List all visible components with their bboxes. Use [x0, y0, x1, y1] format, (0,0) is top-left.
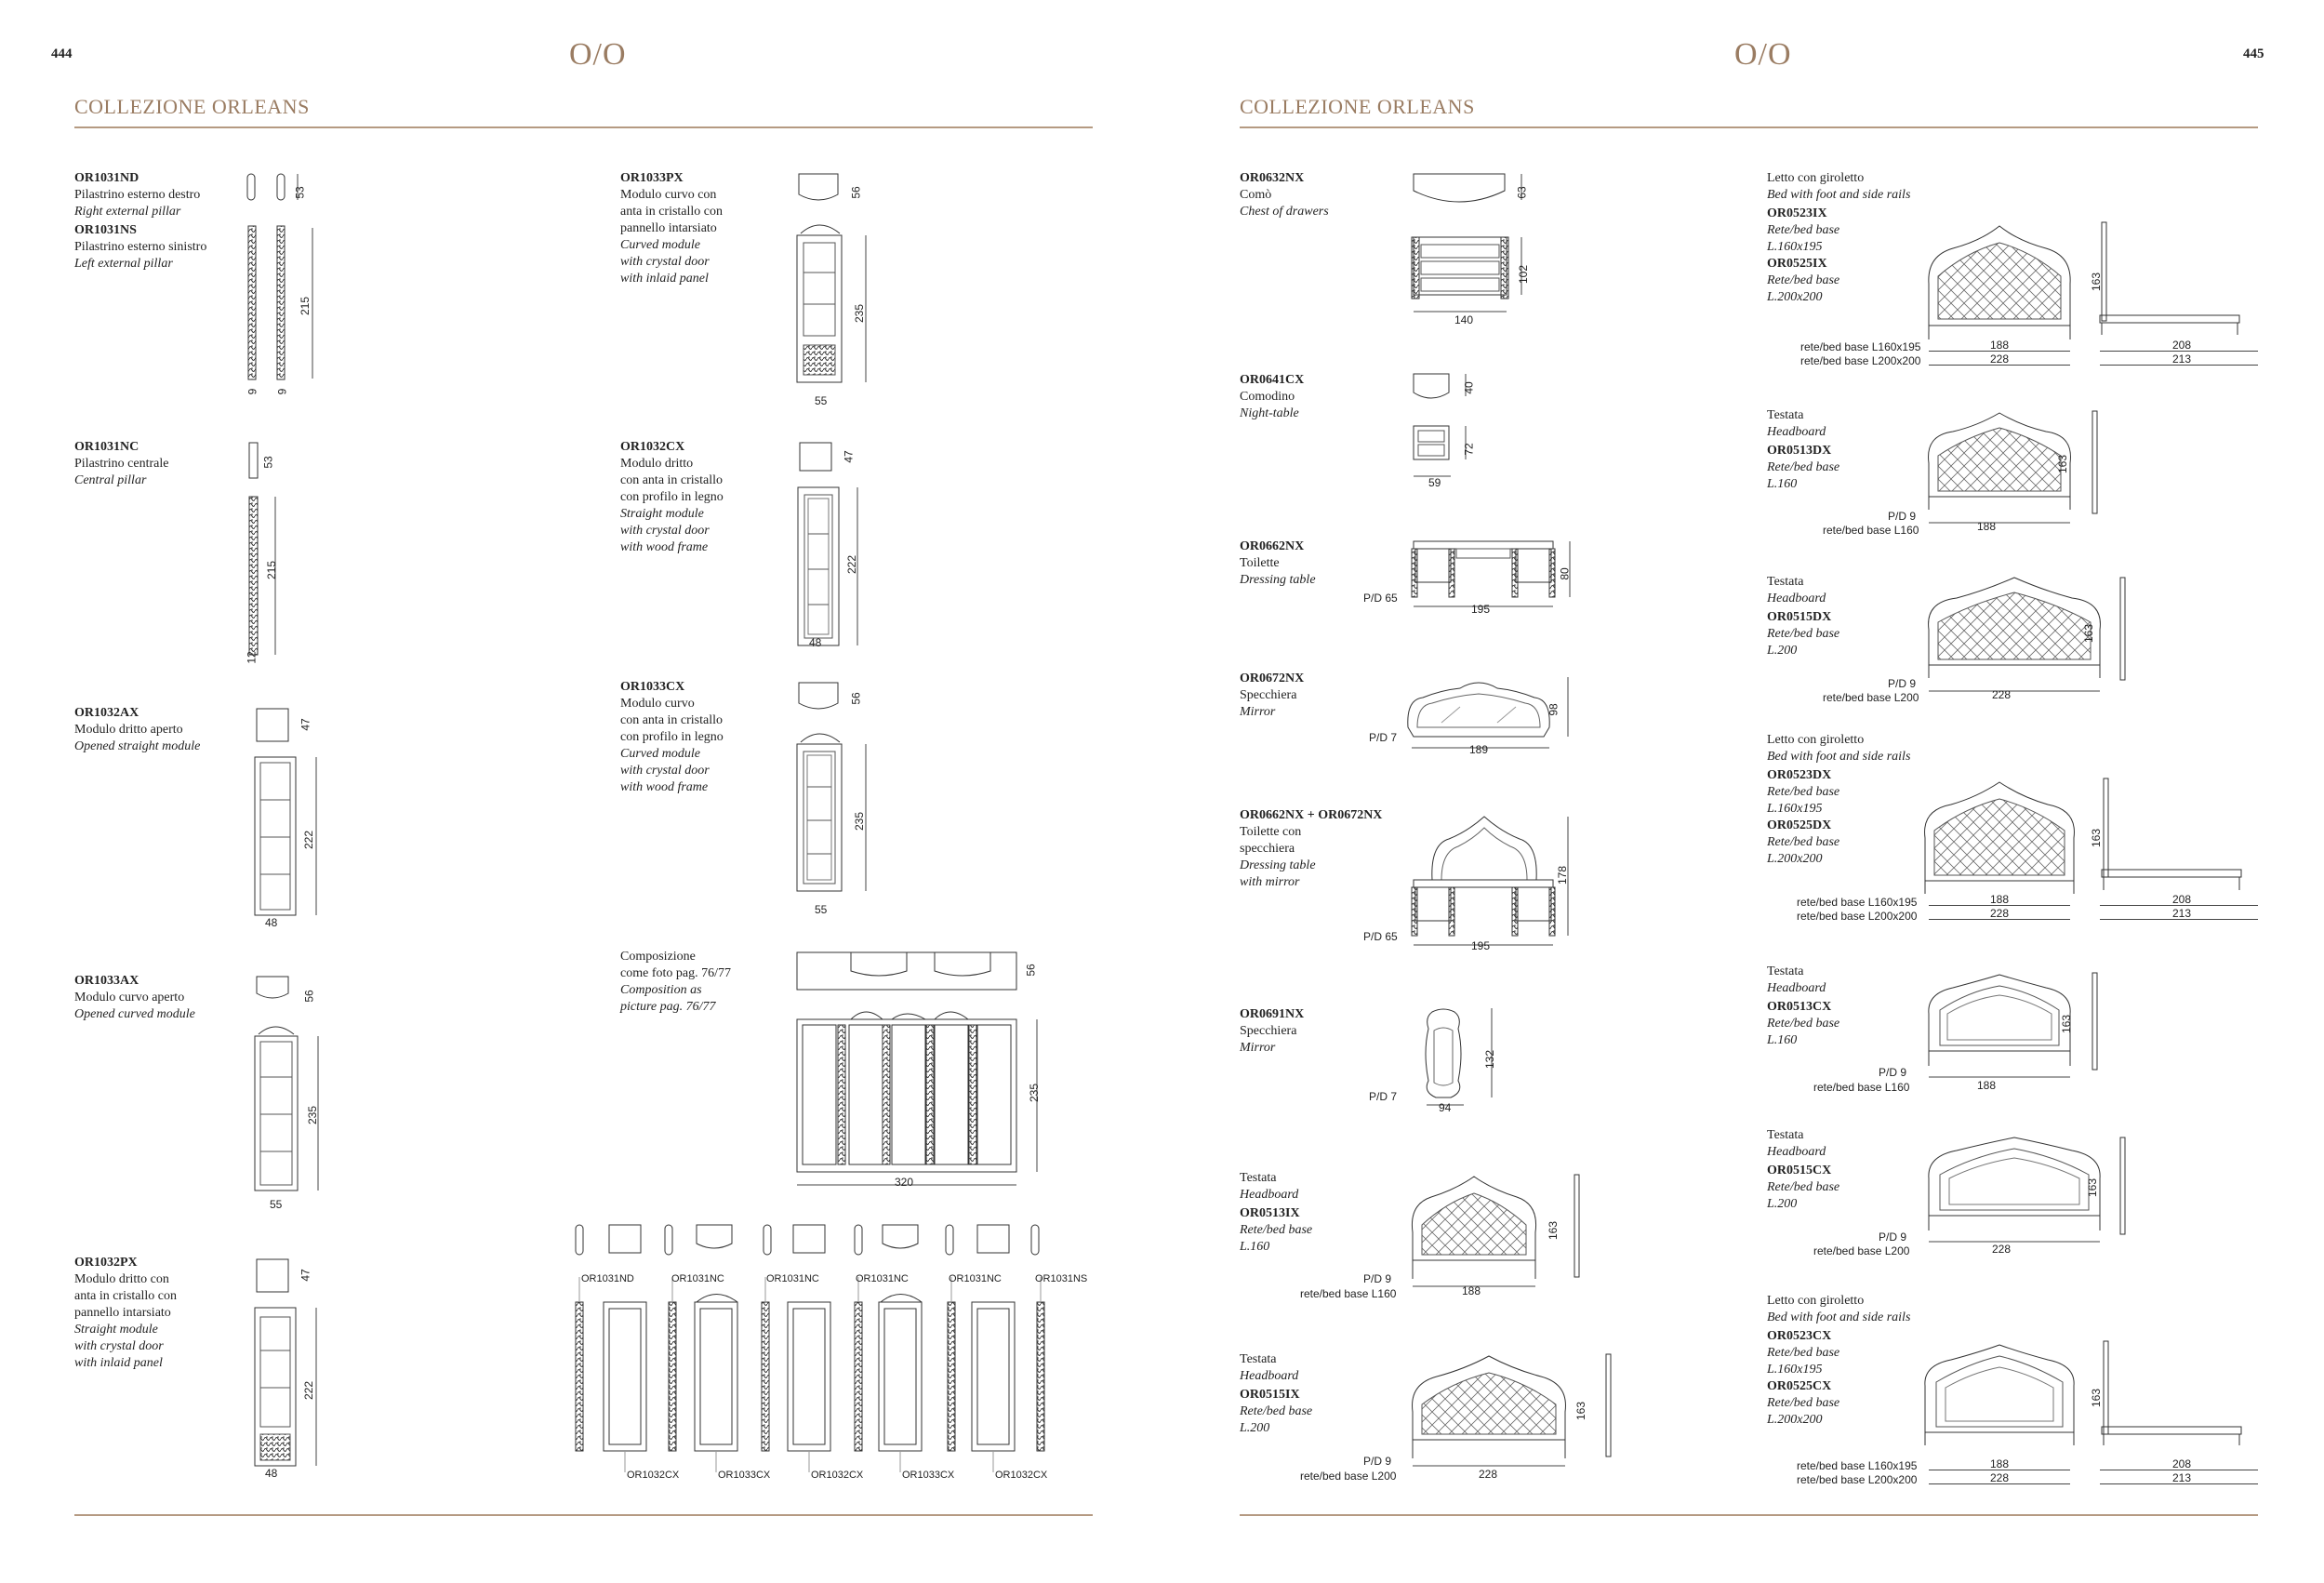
headboard-cx-drawing [1925, 967, 2111, 1088]
dim-central-h: 215 [265, 560, 279, 580]
item-name-en: Curved module [620, 238, 700, 252]
item-title-en: Headboard [1240, 1188, 1299, 1202]
headboard-ix-wide-drawing [1400, 1347, 1623, 1477]
dim-central-w: 53 [261, 456, 275, 469]
item-code: OR1031ND [74, 171, 139, 185]
item-or1032px [74, 1255, 279, 1372]
dim-pd: P/D 65 [1363, 930, 1398, 943]
legend-bottom-label: OR1032CX [995, 1470, 1048, 1481]
module-cpx-drawing [795, 172, 870, 395]
item-name-en: with crystal door [620, 764, 710, 778]
dim-comp-h: 235 [1028, 1083, 1042, 1103]
dim-px-top: 47 [299, 1269, 312, 1282]
bed-base: L.160 [1767, 1033, 1798, 1047]
composition-drawing [795, 951, 1046, 1192]
dim-pd: P/D 9 [1888, 510, 1917, 523]
dim-h: 163 [2060, 1014, 2074, 1034]
item-or0641cx [1240, 372, 1426, 422]
item-name-en: Dressing table [1240, 573, 1316, 587]
bed-full-drawing [1925, 219, 2260, 367]
dim-h: 163 [2056, 454, 2070, 474]
headboard-dx-wide-drawing [1925, 572, 2139, 698]
item-name-en: Curved module [620, 747, 700, 761]
item-code: OR0662NX + OR0672NX [1240, 808, 1383, 822]
bed-code: OR0525DX [1767, 818, 1832, 832]
item-name-it: Pilastrino esterno sinistro [74, 240, 207, 254]
item-name-it: Comò [1240, 188, 1272, 202]
bed-base: L.200x200 [1767, 852, 1823, 866]
bed-title-en: Bed with foot and side rails [1767, 750, 1911, 764]
dim-pd: P/D 9 [1363, 1272, 1392, 1285]
dim-pillar-d2: 9 [275, 388, 289, 395]
item-name-it: Modulo curvo aperto [74, 991, 185, 1004]
legend-bottom-label: OR1032CX [811, 1470, 864, 1481]
central-pillar-drawing [244, 441, 299, 664]
legend-top-label: OR1031NC [766, 1273, 819, 1284]
dim-h: 163 [2090, 272, 2104, 292]
item-name-it: Toilette [1240, 556, 1280, 570]
dim-pd: P/D 65 [1363, 592, 1398, 605]
item-code: OR1032CX [620, 440, 685, 454]
dim-l1: 208 [2172, 339, 2192, 352]
dim-h: 178 [1556, 865, 1570, 885]
bed-base: L.160x195 [1767, 802, 1823, 816]
dim-w: 189 [1469, 743, 1489, 756]
dim-pd: P/D 9 [1888, 677, 1917, 690]
dim-cpx-h: 235 [853, 303, 867, 324]
bed-base: L.160x195 [1767, 1363, 1823, 1377]
dim-l2: 213 [2172, 907, 2192, 920]
headboard-cx-wide-drawing [1925, 1130, 2139, 1251]
dressing-table-mirror-drawing [1412, 807, 1579, 956]
dim-h: 98 [1547, 703, 1560, 716]
dim-w1: 188 [1990, 1457, 2010, 1470]
item-or0672nx [1240, 671, 1426, 721]
item-composition [620, 949, 788, 1016]
brand-logo-right: O/O [1734, 37, 1792, 72]
item-or0662nx [1240, 539, 1426, 589]
item-name-en: with crystal door [74, 1339, 164, 1353]
item-name-it: Comodino [1240, 390, 1295, 404]
dim-cpx-top: 56 [849, 186, 863, 199]
dim-row1: rete/bed base L160x195 [1797, 896, 1918, 909]
dim-h: 132 [1483, 1049, 1497, 1070]
bed-base: Rete/bed base [1767, 835, 1840, 849]
item-or1033cx [620, 679, 788, 796]
item-name-en: Straight module [74, 1323, 158, 1337]
item-name-en: Mirror [1240, 705, 1276, 719]
item-or0662nx-or0672nx [1240, 807, 1426, 891]
page-number-right: 445 [2243, 47, 2264, 61]
dim-h: 102 [1517, 264, 1531, 285]
dim-top: 40 [1462, 381, 1476, 394]
pillar-pair-drawing [244, 172, 318, 395]
bed-code: OR0525CX [1767, 1379, 1832, 1393]
item-or0515ix [1240, 1351, 1426, 1437]
header-rule-right [1240, 126, 2258, 128]
composition-en: picture pag. 76/77 [620, 1000, 716, 1014]
bed-code: OR0513DX [1767, 444, 1832, 458]
dim-h: 163 [2086, 1177, 2100, 1198]
item-or0691nx [1240, 1006, 1426, 1057]
dim-w: 195 [1471, 939, 1491, 952]
dim-pillar-w: 53 [293, 186, 307, 199]
footer-rule-left [74, 1514, 1093, 1516]
dim-row1: rete/bed base L200 [1823, 691, 1919, 704]
item-code: OR0513IX [1240, 1206, 1300, 1220]
dim-cx-h: 222 [845, 554, 859, 575]
dim-l1: 208 [2172, 893, 2192, 906]
headboard-dx-drawing [1925, 407, 2111, 528]
item-base: Rete/bed base [1240, 1404, 1313, 1418]
item-name-en: Central pillar [74, 473, 147, 487]
bed-title-it: Testata [1767, 1128, 1804, 1142]
bed-title-en: Bed with foot and side rails [1767, 188, 1911, 202]
dim-w2: 228 [1990, 907, 2010, 920]
item-name-it: Modulo dritto aperto [74, 723, 183, 737]
module-ax-drawing [253, 707, 327, 921]
item-title-it: Testata [1240, 1171, 1277, 1185]
item-name-en: with crystal door [620, 524, 710, 538]
bed-base: L.160 [1767, 477, 1798, 491]
footer-rule-right [1240, 1514, 2258, 1516]
dim-cx-w: 48 [809, 636, 822, 649]
bed-code: OR0515DX [1767, 610, 1832, 624]
item-title-it: Testata [1240, 1352, 1277, 1366]
item-name-en: Straight module [620, 507, 704, 521]
item-name-en: Chest of drawers [1240, 205, 1329, 219]
bed-title-en: Headboard [1767, 592, 1826, 605]
dim-ccx-top: 56 [849, 692, 863, 705]
bed-base: L.200 [1767, 644, 1798, 658]
bed-base: Rete/bed base [1767, 627, 1840, 641]
item-code: OR1032AX [74, 706, 139, 720]
dim-w: 188 [1462, 1284, 1481, 1297]
dim-pillar-h: 215 [299, 296, 312, 316]
item-name-en: with wood frame [620, 540, 709, 554]
item-name-it: anta in cristallo con [620, 205, 724, 219]
item-or1033px [620, 170, 788, 287]
dim-pd: P/D 7 [1369, 1090, 1398, 1103]
legend-top-label: OR1031NC [949, 1273, 1002, 1284]
item-name-en: with crystal door [620, 255, 710, 269]
item-name-en: with inlaid panel [74, 1356, 163, 1370]
item-name-it: specchiera [1240, 842, 1295, 856]
dim-pd: P/D 9 [1363, 1455, 1392, 1468]
dim-h: 163 [2090, 1388, 2104, 1408]
item-name-it: con profilo in legno [620, 730, 724, 744]
dim-cpx-w: 55 [815, 394, 828, 407]
legend-top-label: OR1031NC [671, 1273, 724, 1284]
item-name-it: Pilastrino esterno destro [74, 188, 201, 202]
dim-w: 59 [1428, 476, 1441, 489]
bed-title-it: Letto con giroletto [1767, 733, 1865, 747]
dim-w2: 228 [1990, 1471, 2010, 1484]
collection-title-left: COLLEZIONE ORLEANS [74, 95, 310, 118]
dim-pd: P/D 9 [1879, 1066, 1907, 1079]
module-cx-drawing [798, 441, 872, 655]
item-code: OR1033AX [74, 974, 139, 988]
bed-base: L.200x200 [1767, 290, 1823, 304]
item-name-it: pannello intarsiato [74, 1306, 171, 1320]
item-code: OR1033CX [620, 680, 685, 694]
dim-pd: P/D 7 [1369, 731, 1398, 744]
bed-base: Rete/bed base [1767, 1180, 1840, 1194]
item-name-it: anta in cristallo con [74, 1289, 178, 1303]
dim-comp-top: 56 [1024, 964, 1038, 977]
dim-w: 228 [1479, 1468, 1498, 1481]
module-cax-drawing [253, 975, 327, 1198]
bed-title-en: Headboard [1767, 425, 1826, 439]
bed-title-it: Letto con giroletto [1767, 1294, 1865, 1308]
dim-l2: 213 [2172, 1471, 2192, 1484]
bed-title-it: Testata [1767, 575, 1804, 589]
brand-logo-left: O/O [569, 37, 627, 72]
dim-row2: rete/bed base L200x200 [1800, 354, 1921, 367]
composition-it: Composizione [620, 950, 696, 964]
legend-bottom-label: OR1033CX [902, 1470, 955, 1481]
item-name-it: Modulo curvo con [620, 188, 717, 202]
dim-cx-top: 47 [842, 450, 856, 463]
dim-cax-h: 235 [306, 1105, 320, 1125]
dim-row2: rete/bed base L200x200 [1797, 1473, 1918, 1486]
dim-w1: 228 [1992, 1243, 2012, 1256]
item-name-en: Left external pillar [74, 257, 173, 271]
bed-title-en: Bed with foot and side rails [1767, 1310, 1911, 1324]
legend-top-label: OR1031ND [581, 1273, 634, 1284]
dim-ccx-w: 55 [815, 903, 828, 916]
collection-title-right: COLLEZIONE ORLEANS [1240, 95, 1475, 118]
item-code: OR1032PX [74, 1256, 138, 1270]
item-code: OR0515IX [1240, 1388, 1300, 1402]
bed-base: Rete/bed base [1767, 223, 1840, 237]
dim-w1: 188 [1977, 520, 1997, 533]
legend-bottom-label: OR1032CX [627, 1470, 680, 1481]
page-number-left: 444 [51, 47, 73, 61]
bed-base: L.160x195 [1767, 240, 1823, 254]
item-name-it: Modulo dritto [620, 457, 694, 471]
bed-base: Rete/bed base [1767, 273, 1840, 287]
dim-ccx-h: 235 [853, 811, 867, 831]
item-or0513ix [1240, 1170, 1426, 1256]
bed-base: Rete/bed base [1767, 1346, 1840, 1360]
composition-legend-drawing [572, 1223, 1093, 1493]
item-name-it: Specchiera [1240, 688, 1297, 702]
dim-central-d: 12 [245, 651, 259, 664]
item-name-it: con anta in cristallo [620, 473, 724, 487]
item-code: OR0662NX [1240, 539, 1305, 553]
item-or1032ax [74, 705, 279, 755]
dim-px-h: 222 [302, 1380, 316, 1401]
item-name-it: Modulo dritto con [74, 1272, 169, 1286]
chest-drawers-drawing [1412, 172, 1533, 321]
legend-top-label: OR1031NS [1035, 1273, 1088, 1284]
dim-h: 80 [1558, 567, 1572, 580]
dim-h: 163 [2082, 623, 2096, 644]
item-name-en: with wood frame [620, 780, 709, 794]
dim-base: rete/bed base L160 [1300, 1287, 1397, 1300]
dim-row2: rete/bed base L200x200 [1797, 910, 1918, 923]
dim-row1: rete/bed base L160 [1823, 524, 1919, 537]
dim-pd: P/D 9 [1879, 1230, 1907, 1244]
bed-code: OR0515CX [1767, 1164, 1832, 1177]
item-name-en: Dressing table [1240, 858, 1316, 872]
bed-base: Rete/bed base [1767, 460, 1840, 474]
dim-h: 163 [1574, 1401, 1588, 1421]
bed-base: Rete/bed base [1767, 1017, 1840, 1031]
legend-bottom-label: OR1033CX [718, 1470, 771, 1481]
bed-base: Rete/bed base [1767, 785, 1840, 799]
dim-w1: 188 [1990, 893, 2010, 906]
item-name-en: with inlaid panel [620, 272, 709, 286]
dim-w: 195 [1471, 603, 1491, 616]
item-name-it: Pilastrino centrale [74, 457, 169, 471]
dim-w2: 228 [1990, 353, 2010, 366]
item-or1031nc [74, 439, 260, 489]
item-or1032cx [620, 439, 788, 556]
dim-pillar-d1: 9 [246, 388, 259, 395]
dim-ax-top: 47 [299, 718, 312, 731]
bed-title-it: Testata [1767, 964, 1804, 978]
dim-row1: rete/bed base L200 [1813, 1244, 1910, 1257]
item-name-it: Modulo curvo [620, 697, 695, 711]
item-name-it: pannello intarsiato [620, 221, 717, 235]
dim-l1: 208 [2172, 1457, 2192, 1470]
module-px-drawing [253, 1257, 327, 1471]
item-name-it: con anta in cristallo [620, 713, 724, 727]
dim-row1: rete/bed base L160x195 [1797, 1459, 1918, 1472]
item-title-en: Headboard [1240, 1369, 1299, 1383]
item-name-en: Night-table [1240, 406, 1299, 420]
item-code: OR0632NX [1240, 171, 1305, 185]
bed-title-en: Headboard [1767, 981, 1826, 995]
item-code: OR0641CX [1240, 373, 1305, 387]
dim-ax-h: 222 [302, 830, 316, 850]
module-ccx-drawing [795, 681, 870, 904]
bed-code: OR0523DX [1767, 768, 1832, 782]
item-name-it: con profilo in legno [620, 490, 724, 504]
item-code: OR1031NC [74, 440, 139, 454]
composition-en: Composition as [620, 983, 702, 997]
bed-code: OR0523IX [1767, 206, 1827, 220]
legend-top-label: OR1031NC [856, 1273, 909, 1284]
item-or1033ax [74, 973, 279, 1023]
bed-base: Rete/bed base [1767, 1396, 1840, 1410]
dim-row1: rete/bed base L160 [1813, 1081, 1910, 1094]
item-name-en: Right external pillar [74, 205, 181, 219]
dim-w1: 228 [1992, 688, 2012, 701]
dim-comp-w: 320 [895, 1176, 914, 1189]
dim-base: rete/bed base L200 [1300, 1470, 1397, 1483]
item-or1031nd [74, 170, 260, 273]
dim-h: 163 [1547, 1220, 1560, 1241]
item-name-en: Opened straight module [74, 739, 201, 753]
dim-w: 140 [1454, 313, 1474, 326]
item-code: OR1033PX [620, 171, 684, 185]
dim-w1: 188 [1990, 339, 2010, 352]
dim-cax-top: 56 [302, 990, 316, 1003]
dim-top: 63 [1515, 186, 1529, 199]
item-name-it: Toilette con [1240, 825, 1302, 839]
bed-code: OR0513CX [1767, 1000, 1832, 1014]
bed-base: L.200x200 [1767, 1413, 1823, 1427]
item-base: L.200 [1240, 1421, 1270, 1435]
bed-title-it: Letto con giroletto [1767, 171, 1865, 185]
item-code: OR1031NS [74, 223, 137, 237]
dim-ax-w: 48 [265, 916, 278, 929]
item-or0632nx [1240, 170, 1426, 220]
dim-row1: rete/bed base L160x195 [1800, 340, 1921, 353]
item-name-it: Specchiera [1240, 1024, 1297, 1038]
bed-code: OR0523CX [1767, 1329, 1832, 1343]
dim-w: 94 [1439, 1101, 1452, 1114]
header-rule-left [74, 126, 1093, 128]
bed-base: L.200 [1767, 1197, 1798, 1211]
bed-title-it: Testata [1767, 408, 1804, 422]
item-name-en: Mirror [1240, 1041, 1276, 1055]
item-code: OR0672NX [1240, 672, 1305, 685]
dim-px-w: 48 [265, 1467, 278, 1480]
item-code: OR0691NX [1240, 1007, 1305, 1021]
dim-cax-w: 55 [270, 1198, 283, 1211]
item-base: Rete/bed base [1240, 1223, 1313, 1237]
dim-h: 163 [2090, 828, 2104, 848]
item-base: L.160 [1240, 1240, 1270, 1254]
bed-title-en: Headboard [1767, 1145, 1826, 1159]
composition-it: come foto pag. 76/77 [620, 966, 731, 980]
item-name-en: Opened curved module [74, 1007, 195, 1021]
dim-h: 72 [1462, 443, 1476, 456]
bed-code: OR0525IX [1767, 257, 1827, 271]
dim-w1: 188 [1977, 1079, 1997, 1092]
dressing-table-drawing [1412, 539, 1579, 614]
dim-l2: 213 [2172, 353, 2192, 366]
item-name-en: with mirror [1240, 875, 1300, 889]
